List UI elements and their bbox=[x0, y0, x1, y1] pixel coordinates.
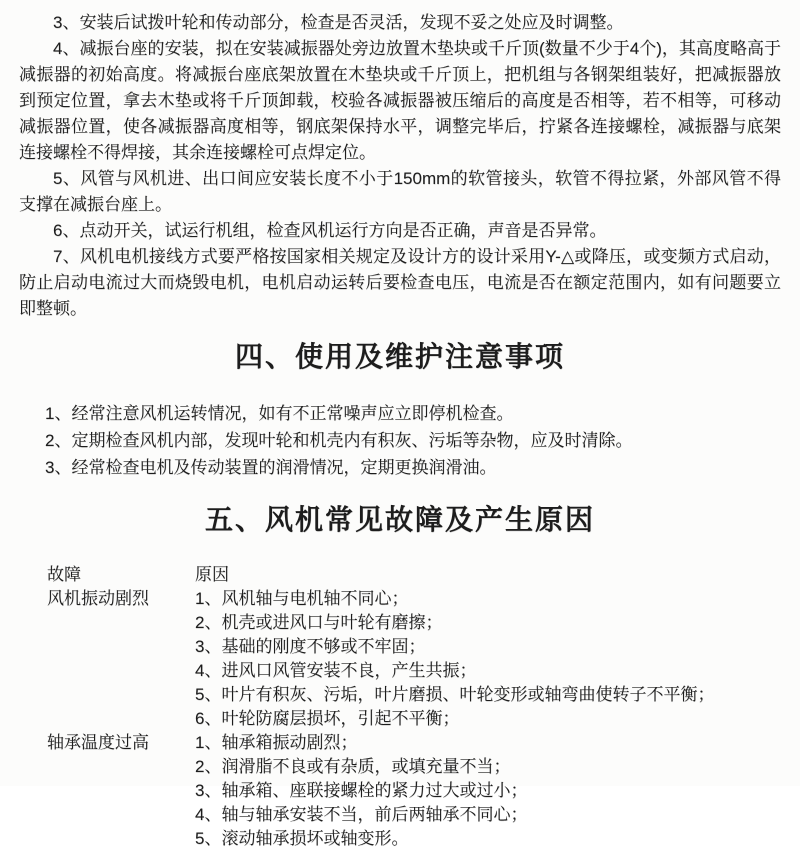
fault-name: 轴承温度过高 bbox=[47, 733, 149, 752]
installation-steps-section bbox=[19, 10, 781, 322]
cause-item: 5、滚动轴承损坏或轴变形。 bbox=[195, 829, 409, 848]
column-header-cause: 原因 bbox=[195, 565, 229, 584]
section-title-usage-maintenance: 四、使用及维护注意事项 bbox=[234, 341, 565, 372]
usage-maintenance-list bbox=[19, 400, 781, 481]
cause-item: 4、轴与轴承安装不当，前后两轴承不同心； bbox=[195, 805, 528, 824]
cause-item: 4、进风口风管安装不良，产生共振； bbox=[195, 661, 477, 680]
cause-item: 5、叶片有积灰、污垢，叶片磨损、叶轮变形或轴弯曲使转子不平衡； bbox=[195, 685, 715, 704]
cause-item: 3、轴承箱、座联接螺栓的紧力过大或过小； bbox=[195, 781, 528, 800]
usage-item-2: 2、定期检查风机内部，发现叶轮和机壳内有积灰、污垢等杂物，应及时清除。 bbox=[45, 431, 633, 450]
cause-item: 3、基础的刚度不够或不牢固； bbox=[195, 637, 426, 656]
installation-step-6: 6、点动开关，试运行机组，检查风机运行方向是否正确，声音是否异常。 bbox=[53, 221, 607, 240]
table-header-row bbox=[19, 563, 781, 587]
usage-item-3: 3、经常检查电机及传动装置的润滑情况，定期更换润滑油。 bbox=[45, 458, 497, 477]
cause-item: 2、润滑脂不良或有杂质，或填充量不当； bbox=[195, 757, 511, 776]
section-title-common-faults: 五、风机常见故障及产生原因 bbox=[204, 504, 595, 535]
fault-cause-table bbox=[19, 563, 781, 851]
cause-item: 6、叶轮防腐层损坏，引起不平衡； bbox=[195, 709, 460, 728]
installation-step-3: 3、安装后试拨叶轮和传动部分，检查是否灵活，发现不妥之处应及时调整。 bbox=[53, 13, 624, 32]
cause-item: 2、机壳或进风口与叶轮有磨擦； bbox=[195, 613, 443, 632]
table-row-vibration bbox=[19, 587, 781, 731]
usage-item-1: 1、经常注意风机运转情况，如有不正常噪声应立即停机检查。 bbox=[45, 404, 514, 423]
cause-item: 1、轴承箱振动剧烈； bbox=[195, 733, 358, 752]
cause-item: 1、风机轴与电机轴不同心； bbox=[195, 589, 409, 608]
fault-causes bbox=[195, 731, 781, 851]
fault-causes bbox=[195, 587, 781, 731]
column-header-fault: 故障 bbox=[47, 565, 81, 584]
installation-step-4: 4、减振台座的安装，拟在安装减振器处旁边放置木垫块或千斤顶(数量不少于4个)，其高度略高于减振器的初始高度。将减振台座底架放置在木垫块或千斤顶上，把机组与各钢架组装好，把减振器放到预定位置，拿去木垫或将千斤顶卸载，校验各减振器被压缩后的高度是否相等，若不相等，可移动减振器位置，使各减振器高度相等，钢底架保持水平，调整完毕后，拧紧各连接螺栓，减振器与底架连接螺栓不得焊接，其余连接螺栓可点焊定位。 bbox=[19, 39, 781, 162]
installation-step-7: 7、风机电机接线方式要严格按国家相关规定及设计方的设计采用Y-△或降压，或变频方式启动，防止启动电流过大而烧毁电机，电机启动运转后要检查电压，电流是否在额定范围内，如有问题要立即整顿。 bbox=[19, 247, 781, 318]
fault-name: 风机振动剧烈 bbox=[47, 589, 149, 608]
installation-step-5: 5、风管与风机进、出口间应安装长度不小于150mm的软管接头，软管不得拉紧，外部风管不得支撑在减振台座上。 bbox=[19, 169, 781, 214]
table-row-bearing-temperature bbox=[19, 731, 781, 851]
